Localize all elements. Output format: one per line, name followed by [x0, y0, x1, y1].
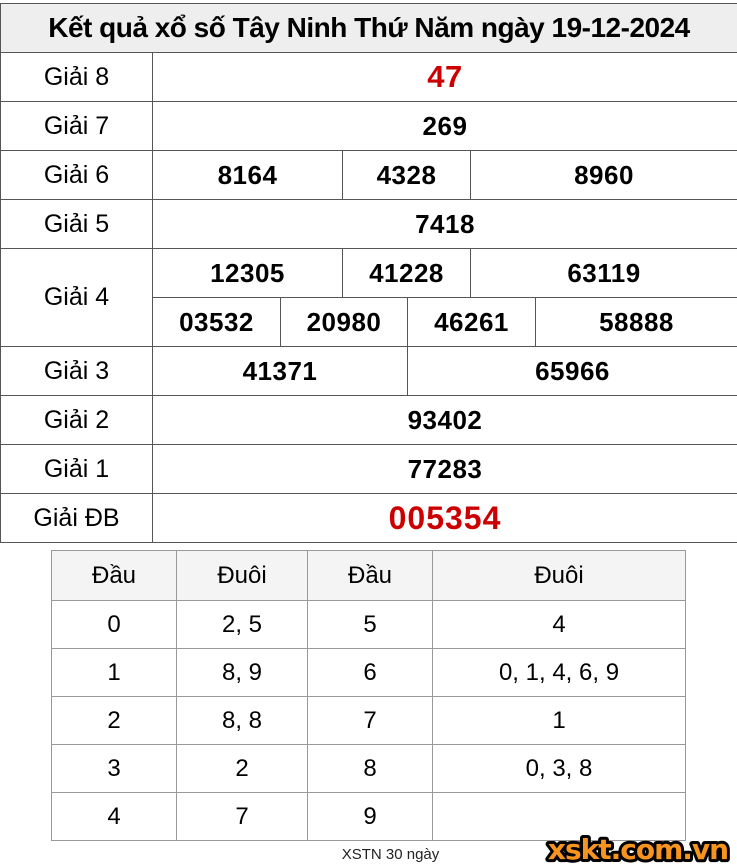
- prize-label-4: Giải 4: [1, 249, 153, 347]
- head-tail-cell: 4: [433, 601, 686, 649]
- prize-number: 41371: [153, 347, 408, 396]
- head-tail-row: [52, 697, 686, 745]
- prize-label-3: Giải 3: [1, 347, 153, 396]
- head-tail-cell: 1: [52, 649, 177, 697]
- prize-row-5: [1, 200, 737, 249]
- prize-number: 8960: [471, 151, 737, 200]
- prize-row-db: [1, 494, 737, 543]
- prize-label-1: Giải 1: [1, 445, 153, 494]
- results-table: [0, 3, 737, 543]
- prize-number: 7418: [153, 200, 737, 249]
- tail-column-header: Đuôi: [433, 551, 686, 601]
- prize-number: 41228: [343, 249, 471, 298]
- prize-row-4a: [1, 249, 737, 298]
- xskt-watermark-logo[interactable]: [540, 831, 736, 867]
- head-tail-cell: 2: [52, 697, 177, 745]
- prize-number: 8164: [153, 151, 343, 200]
- head-tail-row: [52, 745, 686, 793]
- prize-label-2: Giải 2: [1, 396, 153, 445]
- head-tail-cell: 9: [308, 793, 433, 841]
- head-tail-cell: 2, 5: [177, 601, 308, 649]
- prize-row-3: [1, 347, 737, 396]
- prize-label-7: Giải 7: [1, 102, 153, 151]
- head-tail-cell: 8: [308, 745, 433, 793]
- prize-number-special: 005354: [153, 494, 737, 543]
- prize-row-6: [1, 151, 737, 200]
- prize-label-db: Giải ĐB: [1, 494, 153, 543]
- prize-number: 77283: [153, 445, 737, 494]
- prize-row-1: [1, 445, 737, 494]
- head-tail-cell: 7: [308, 697, 433, 745]
- head-tail-cell: 2: [177, 745, 308, 793]
- head-column-header: Đầu: [52, 551, 177, 601]
- prize-number: 03532: [153, 298, 281, 347]
- prize-number: 93402: [153, 396, 737, 445]
- prize-number: 46261: [408, 298, 536, 347]
- prize-number: 63119: [471, 249, 737, 298]
- tail-column-header: Đuôi: [177, 551, 308, 601]
- history-link[interactable]: XSTN 30 ngày: [341, 846, 440, 863]
- head-tail-cell: 0: [52, 601, 177, 649]
- head-tail-row: [52, 649, 686, 697]
- prize-number: 47: [153, 53, 737, 102]
- prize-number: 65966: [408, 347, 737, 396]
- head-tail-cell: 7: [177, 793, 308, 841]
- prize-label-6: Giải 6: [1, 151, 153, 200]
- prize-row-7: [1, 102, 737, 151]
- head-tail-header-row: [52, 551, 686, 601]
- head-tail-cell: 8, 9: [177, 649, 308, 697]
- prize-number: 58888: [536, 298, 737, 347]
- head-tail-cell: 8, 8: [177, 697, 308, 745]
- head-tail-cell: 6: [308, 649, 433, 697]
- title-row: [1, 4, 737, 53]
- page-title: Kết quả xổ số Tây Ninh Thứ Năm ngày 19-12-2024: [1, 4, 737, 53]
- prize-row-2: [1, 396, 737, 445]
- watermark-text: xskt.com.vn: [547, 833, 729, 866]
- head-column-header: Đầu: [308, 551, 433, 601]
- prize-number: 12305: [153, 249, 343, 298]
- head-tail-cell: 0, 1, 4, 6, 9: [433, 649, 686, 697]
- head-tail-cell: 3: [52, 745, 177, 793]
- prize-number: 269: [153, 102, 737, 151]
- head-tail-cell: 5: [308, 601, 433, 649]
- prize-label-8: Giải 8: [1, 53, 153, 102]
- prize-label-5: Giải 5: [1, 200, 153, 249]
- head-tail-cell: 4: [52, 793, 177, 841]
- head-tail-table: [51, 550, 686, 841]
- prize-number: 20980: [281, 298, 408, 347]
- head-tail-cell: 0, 3, 8: [433, 745, 686, 793]
- head-tail-cell: 1: [433, 697, 686, 745]
- head-tail-row: [52, 601, 686, 649]
- prize-number: 4328: [343, 151, 471, 200]
- prize-row-8: [1, 53, 737, 102]
